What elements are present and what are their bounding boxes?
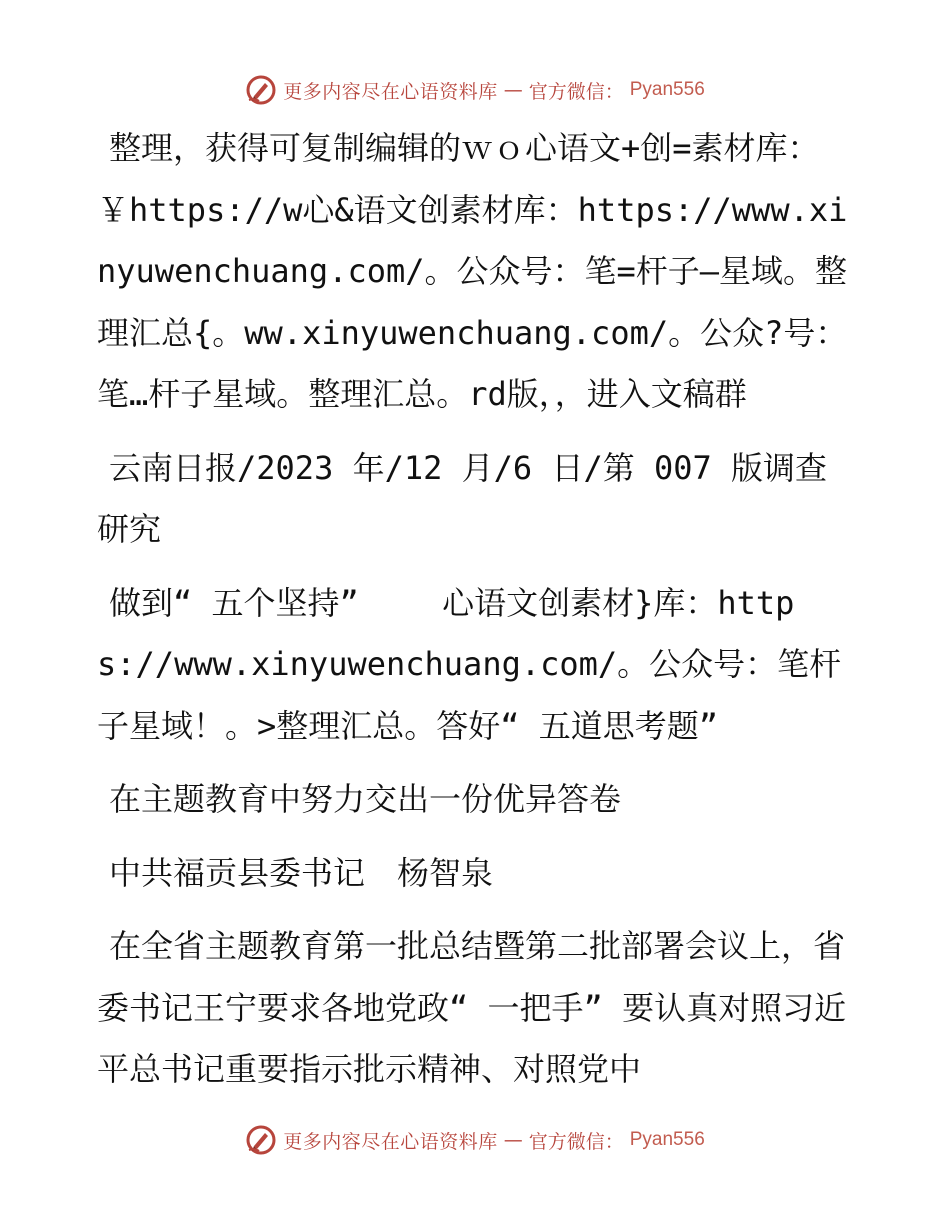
document-body: [97, 118, 857, 1101]
footer-banner-text: 更多内容尽在心语资料库: [283, 1130, 498, 1153]
header-banner: [245, 74, 705, 106]
footer-banner: [245, 1124, 705, 1156]
paragraph-subtitle: 在主题教育中努力交出一份优异答卷: [109, 780, 622, 818]
header-banner-text: 更多内容尽在心语资料库: [283, 80, 498, 103]
footer-wechat-id: Pyan556: [629, 1129, 705, 1150]
paragraph-author: 中共福贡县委书记 杨智泉: [109, 853, 494, 892]
page-footer-banner: [0, 1120, 950, 1160]
header-banner-separator: —: [503, 79, 523, 101]
footer-banner-separator: —: [503, 1129, 523, 1151]
paragraph-title: 做到“ 五个坚持” 心语文创素材}库：https://www.xinyuwenchuang.com/。公众号：笔杆子星域！。>整理汇总。答好“ 五道思考题”: [97, 583, 842, 745]
pen-logo-icon: [245, 74, 277, 106]
header-wechat-label: 官方微信：: [528, 80, 624, 103]
page-header-banner: [0, 70, 950, 110]
paragraph-intro: 整理，获得可复制编辑的ｗｏ心语文+创=素材库：￥https://w心&语文创素材库：https://www.xinyuwenchuang.com/。公众号：笔=杆子—星域。整理汇总{。ww.xinyuwenchuang.com/。公众?号：笔…杆子星域。整理汇总。rd版，，进入文稿群: [97, 129, 848, 413]
paragraph-body: 在全省主题教育第一批总结暨第二批部署会议上，省委书记王宁要求各地党政“ 一把手” 要认真对照习近平总书记重要指示批示精神、对照党中: [97, 927, 847, 1088]
header-wechat-id: Pyan556: [629, 79, 705, 100]
pen-logo-icon: [245, 1124, 277, 1156]
footer-wechat-label: 官方微信：: [528, 1130, 624, 1153]
paragraph-source: 云南日报/2023 年/12 月/6 日/第 007 版调查研究: [97, 448, 828, 548]
